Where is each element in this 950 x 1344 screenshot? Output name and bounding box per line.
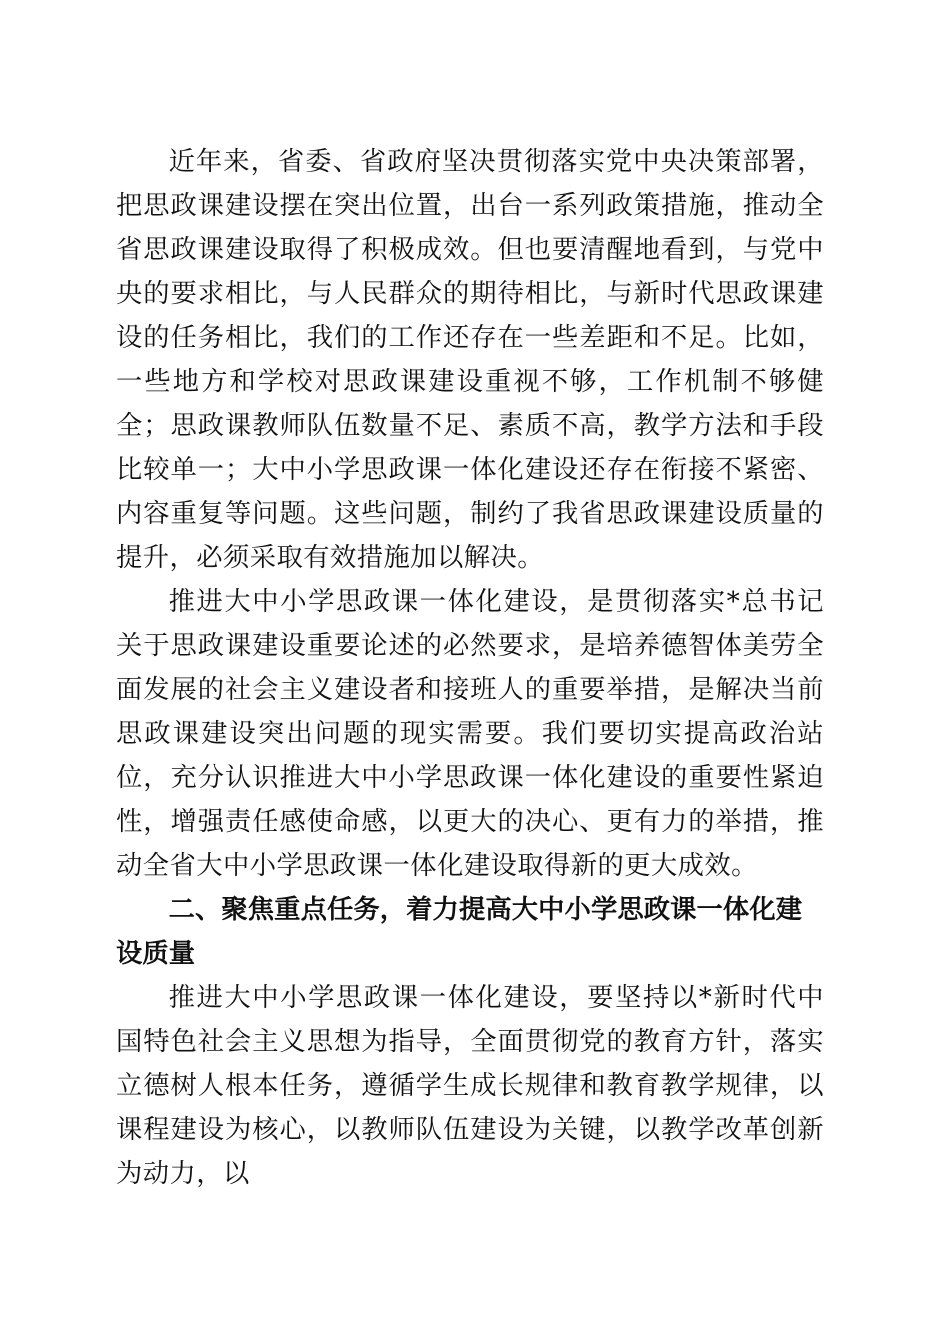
paragraph-1: 近年来，省委、省政府坚决贯彻落实党中央决策部署，把思政课建设摆在突出位置，出台一系列政策措施，推动全省思政课建设取得了积极成效。但也要清醒地看到，与党中央的要求相比，与人民群众的期待相比，与新时代思政课建设的任务相比，我们的工作还存在一些差距和不足。比如，一些地方和学校对思政课建设重视不够，工作机制不够健全；思政课教师队伍数量不足、素质不高，教学方法和手段比较单一；大中小学思政课一体化建设还存在衔接不紧密、内容重复等问题。这些问题，制约了我省思政课建设质量的提升，必须采取有效措施加以解决。 <box>116 147 824 573</box>
paragraph-2: 推进大中小学思政课一体化建设，是贯彻落实*总书记关于思政课建设重要论述的必然要求，是培养德智体美劳全面发展的社会主义建设者和接班人的重要举措，是解决当前思政课建设突出问题的现实需要。我们要切实提高政治站位，充分认识推进大中小学思政课一体化建设的重要性紧迫性，增强责任感使命感，以更大的决心、更有力的举措，推动全省大中小学思政课一体化建设取得新的更大成效。 <box>116 587 824 881</box>
document-body <box>116 140 824 1196</box>
section-heading: 二、聚焦重点任务，着力提高大中小学思政课一体化建设质量 <box>116 895 803 969</box>
paragraph-3: 推进大中小学思政课一体化建设，要坚持以*新时代中国特色社会主义思想为指导，全面贯彻党的教育方针，落实立德树人根本任务，遵循学生成长规律和教育教学规律，以课程建设为核心，以教师队伍建设为关键，以教学改革创新为动力，以 <box>116 983 824 1189</box>
